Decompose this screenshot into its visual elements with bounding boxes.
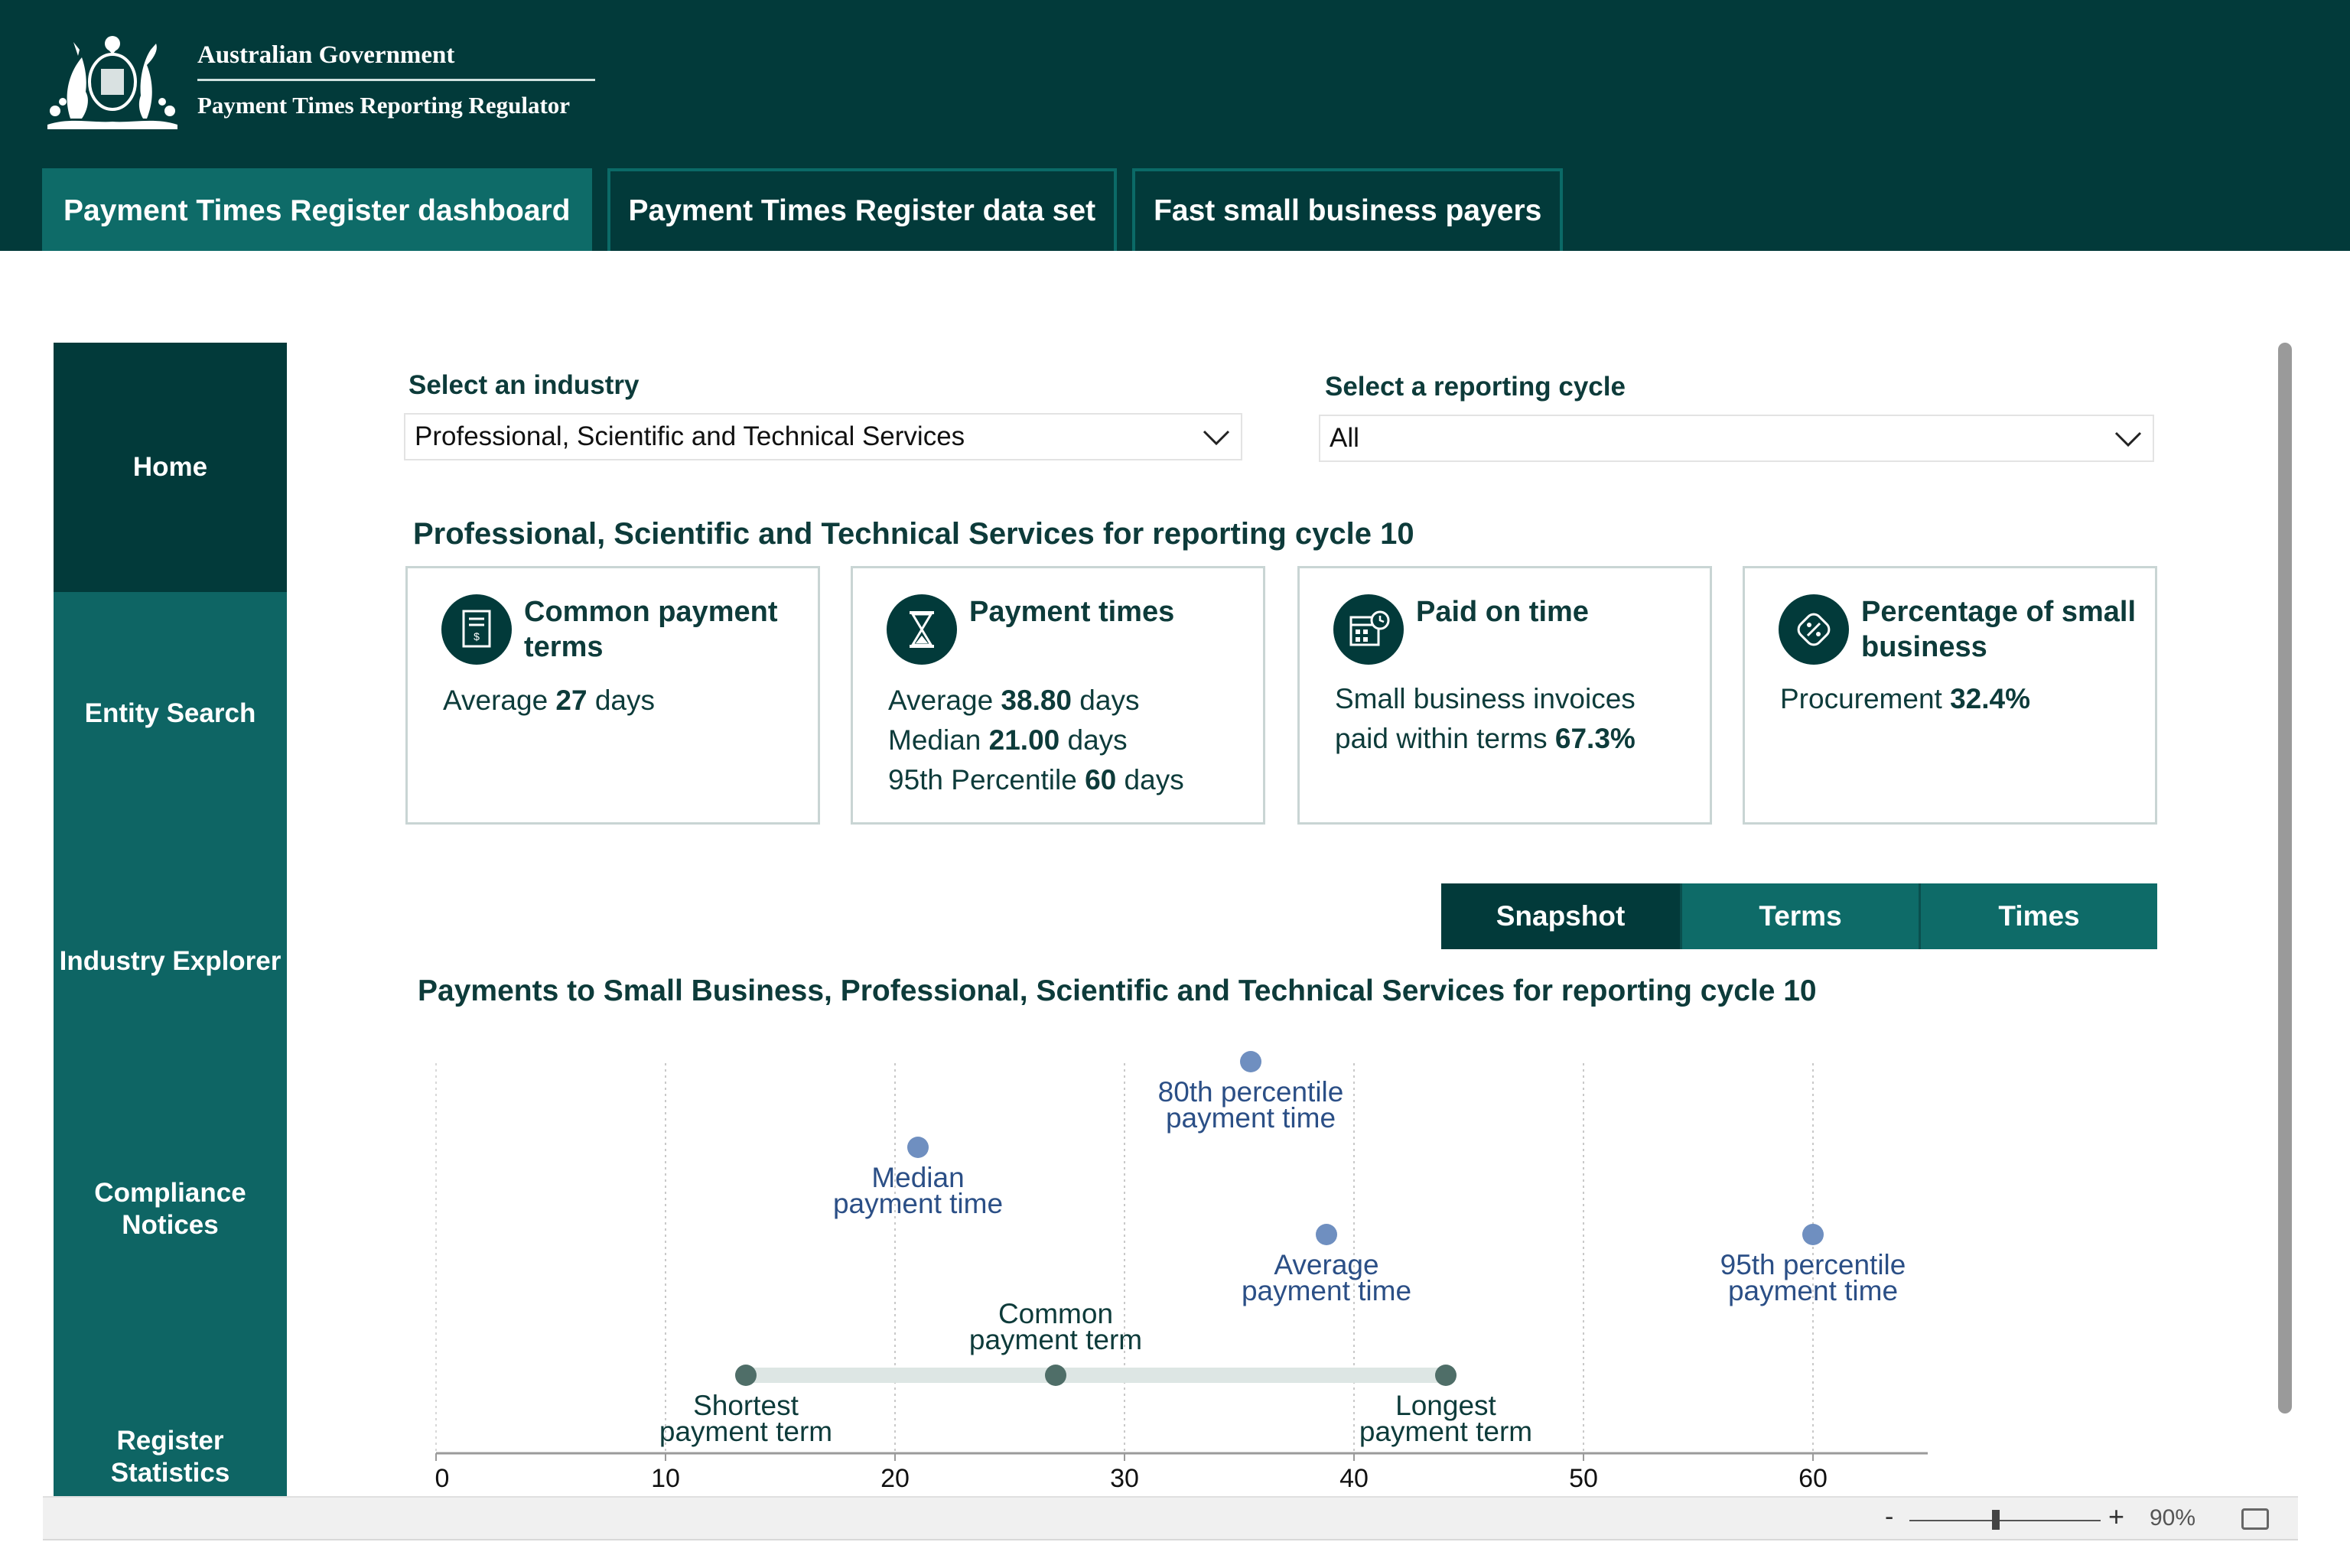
- card-small-business-percentage: [1743, 566, 2157, 825]
- agency-name: Payment Times Reporting Regulator: [197, 92, 571, 119]
- sidebar-item-register-statistics[interactable]: Register Statistics: [110, 1426, 230, 1488]
- card-title: Payment times: [969, 596, 1175, 628]
- tab-data-set[interactable]: Payment Times Register data set: [607, 168, 1118, 251]
- card-paid-on-time: [1297, 566, 1712, 825]
- card-payment-times: [851, 566, 1265, 825]
- term-point: [1435, 1365, 1457, 1386]
- government-brand: [40, 23, 595, 138]
- time-point: [907, 1137, 929, 1158]
- x-tick-label: 50: [1569, 1464, 1598, 1493]
- card-value-line: Small business invoices: [1335, 683, 1636, 714]
- chevron-down-icon: [1203, 425, 1230, 448]
- card-title: Common payment terms: [524, 596, 778, 663]
- zoom-out-button[interactable]: -: [1885, 1502, 1894, 1531]
- header: [0, 0, 2350, 251]
- card-title: Percentage of small business: [1861, 596, 2137, 663]
- chart-title: Payments to Small Business, Professional, Scientific and Technical Services for reporting cycle 10: [418, 974, 1817, 1007]
- cycle-label: Select a reporting cycle: [1325, 372, 1626, 402]
- term-point: [735, 1365, 757, 1386]
- invoice-icon: [457, 608, 496, 651]
- time-label: payment time: [832, 1188, 1004, 1219]
- cycle-select[interactable]: [1319, 415, 2154, 462]
- tab-terms[interactable]: Terms: [1680, 883, 1919, 949]
- summary-title: Professional, Scientific and Technical Services for reporting cycle 10: [413, 517, 1414, 551]
- calendar-clock-icon: [1346, 608, 1391, 651]
- sidebar-item-home[interactable]: Home: [54, 343, 287, 592]
- term-label: Common: [998, 1298, 1114, 1329]
- card-value-line: Average 38.80 days: [888, 685, 1140, 716]
- tab-dashboard[interactable]: Payment Times Register dashboard: [42, 168, 592, 251]
- time-label: payment time: [1165, 1102, 1336, 1134]
- sidebar-item-entity-search[interactable]: Entity Search: [84, 698, 256, 728]
- sidebar-item-compliance-notices[interactable]: Compliance Notices: [94, 1178, 246, 1240]
- term-label: Shortest: [693, 1390, 799, 1421]
- hourglass-icon: [905, 608, 939, 651]
- card-common-payment-terms: [405, 566, 820, 825]
- term-label: payment term: [1359, 1416, 1533, 1447]
- card-title: Paid on time: [1416, 596, 1589, 628]
- card-value-line: Median 21.00 days: [888, 724, 1128, 756]
- time-label: 95th percentile: [1720, 1249, 1906, 1280]
- x-tick-label: 10: [651, 1464, 680, 1493]
- time-label: Median: [871, 1162, 965, 1193]
- industry-select-value: Professional, Scientific and Technical Services: [415, 421, 965, 451]
- sidebar-item-industry-explorer[interactable]: Industry Explorer: [59, 946, 282, 976]
- payments-chart: [413, 1040, 1974, 1499]
- zoom-slider[interactable]: [1909, 1520, 2101, 1521]
- coat-of-arms-icon: [40, 27, 185, 134]
- time-point: [1240, 1051, 1261, 1072]
- fit-to-page-icon[interactable]: [2241, 1508, 2269, 1530]
- term-label: payment term: [968, 1324, 1143, 1355]
- term-label: payment term: [659, 1416, 833, 1447]
- term-label: Longest: [1395, 1390, 1496, 1421]
- view-tabs: [1441, 883, 2157, 949]
- tab-snapshot[interactable]: Snapshot: [1441, 883, 1680, 949]
- time-label: payment time: [1727, 1275, 1899, 1306]
- time-point: [1316, 1224, 1337, 1245]
- tab-fast-payers[interactable]: Fast small business payers: [1132, 168, 1563, 251]
- status-bar: [43, 1496, 2298, 1540]
- zoom-in-button[interactable]: +: [2108, 1501, 2125, 1532]
- percent-icon: [1795, 610, 1833, 649]
- x-tick-label: 20: [880, 1464, 910, 1493]
- card-value-line: paid within terms 67.3%: [1335, 723, 1636, 754]
- industry-label: Select an industry: [408, 370, 640, 400]
- card-value-line: Procurement 32.4%: [1780, 683, 2031, 714]
- svg-text:$: $: [474, 630, 480, 642]
- chevron-down-icon: [2114, 427, 2142, 450]
- sidebar: [54, 343, 287, 1496]
- x-tick-label: 30: [1110, 1464, 1139, 1493]
- tab-times[interactable]: Times: [1919, 883, 2157, 949]
- top-nav: [42, 168, 1563, 251]
- time-label: payment time: [1241, 1275, 1412, 1306]
- industry-select[interactable]: [404, 413, 1242, 460]
- vertical-scrollbar[interactable]: [2278, 343, 2292, 1413]
- zoom-slider-thumb[interactable]: [1992, 1510, 2000, 1530]
- x-tick-label: 40: [1339, 1464, 1369, 1493]
- time-label: 80th percentile: [1157, 1076, 1344, 1108]
- cycle-select-value: All: [1330, 423, 1359, 453]
- card-value-line: Average 27 days: [443, 685, 656, 716]
- term-point: [1045, 1365, 1066, 1386]
- time-label: Average: [1274, 1249, 1379, 1280]
- x-tick-label: 60: [1798, 1464, 1828, 1493]
- time-point: [1802, 1224, 1824, 1245]
- x-tick-label: 0: [435, 1464, 450, 1493]
- card-value-line: 95th Percentile 60 days: [888, 764, 1184, 795]
- zoom-percentage: 90%: [2150, 1505, 2196, 1531]
- government-name: Australian Government: [197, 41, 595, 81]
